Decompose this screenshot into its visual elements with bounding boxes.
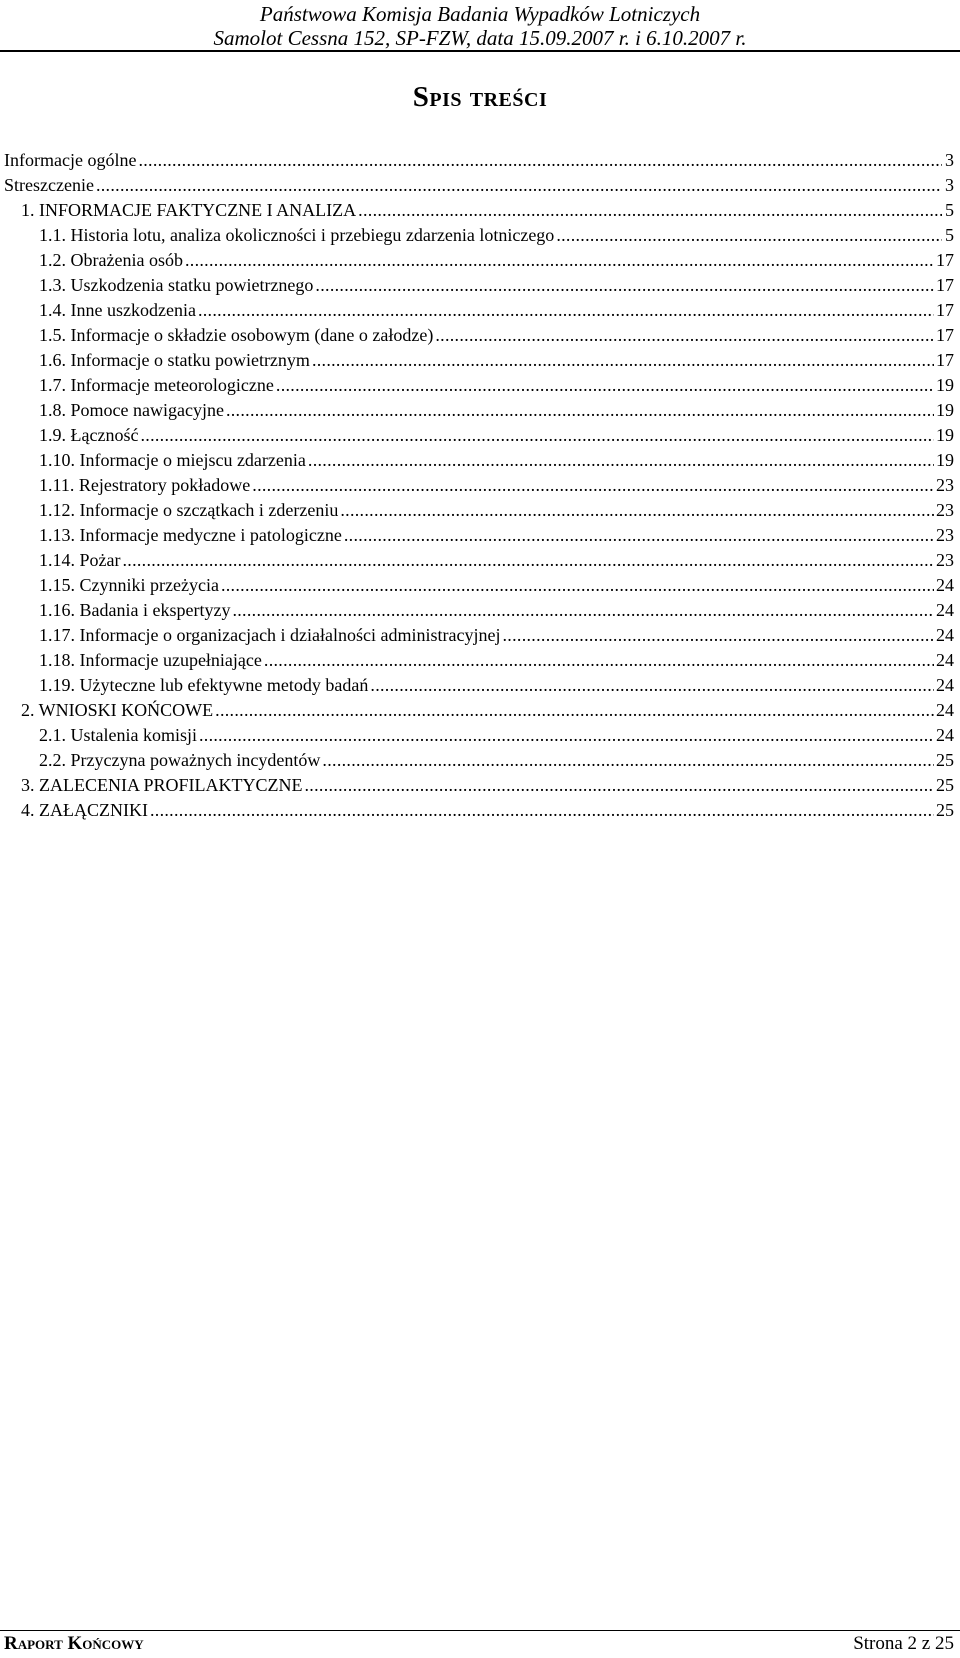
toc-entry[interactable]	[4, 423, 954, 448]
toc-entry[interactable]	[4, 723, 954, 748]
toc-entry-page: 24	[936, 700, 954, 720]
toc-entry-page: 19	[936, 450, 954, 470]
toc-dot-leader	[312, 348, 934, 373]
toc-entry-page: 5	[945, 225, 954, 245]
toc-entry-title: Informacje ogólne	[4, 150, 137, 170]
toc-entry-page: 17	[936, 300, 954, 320]
toc-entry[interactable]	[4, 298, 954, 323]
toc-entry[interactable]	[4, 248, 954, 273]
toc-entry-page: 19	[936, 425, 954, 445]
toc-entry-title: 1.10. Informacje o miejscu zdarzenia	[39, 450, 306, 470]
toc-dot-leader	[138, 148, 942, 173]
toc-entry[interactable]	[4, 448, 954, 473]
toc-entry-page: 24	[936, 600, 954, 620]
page-title: Spis treści	[412, 81, 548, 113]
footer-report-label: Raport Końcowy	[4, 1633, 144, 1654]
toc-dot-leader	[556, 223, 942, 248]
toc-entry-title: 2.1. Ustalenia komisji	[39, 725, 197, 745]
toc-entry-title: 1.6. Informacje o statku powietrznym	[39, 350, 310, 370]
toc-entry-title: 1.9. Łączność	[39, 425, 139, 445]
footer-divider	[0, 1630, 960, 1631]
toc-dot-leader	[276, 373, 934, 398]
toc-entry[interactable]	[4, 173, 954, 198]
toc-entry-title: 2.2. Przyczyna poważnych incydentów	[39, 750, 321, 770]
toc-entry-page: 17	[936, 250, 954, 270]
toc-entry-title: 1.16. Badania i ekspertyzy	[39, 600, 231, 620]
header-line-1: Państwowa Komisja Badania Wypadków Lotniczych	[259, 2, 701, 26]
toc-entry-title: 1.7. Informacje meteorologiczne	[39, 375, 274, 395]
toc-dot-leader	[226, 398, 934, 423]
toc-entry-page: 24	[936, 625, 954, 645]
toc-dot-leader	[232, 598, 934, 623]
toc-entry-page: 24	[936, 725, 954, 745]
toc-entry-page: 19	[936, 375, 954, 395]
toc-entry-page: 23	[936, 475, 954, 495]
toc-entry-title: 1.4. Inne uszkodzenia	[39, 300, 196, 320]
toc-entry-page: 24	[936, 575, 954, 595]
toc-dot-leader	[185, 248, 934, 273]
toc-entry-page: 25	[936, 800, 954, 820]
toc-entry[interactable]	[4, 348, 954, 373]
toc-entry-title: 1.14. Pożar	[39, 550, 121, 570]
toc-entry[interactable]	[4, 698, 954, 723]
toc-entry-page: 17	[936, 325, 954, 345]
toc-entry[interactable]	[4, 148, 954, 173]
toc-dot-leader	[221, 573, 934, 598]
toc-entry-title: 1.2. Obrażenia osób	[39, 250, 183, 270]
toc-entry-page: 23	[936, 500, 954, 520]
toc-entry-title: 1.5. Informacje o składzie osobowym (dane o załodze)	[39, 325, 434, 345]
toc-entry-title: 1.3. Uszkodzenia statku powietrznego	[39, 275, 314, 295]
toc-entry-page: 24	[936, 650, 954, 670]
toc-dot-leader	[96, 173, 942, 198]
toc-entry-title: 1.11. Rejestratory pokładowe	[39, 475, 251, 495]
toc-dot-leader	[340, 498, 934, 523]
toc-entry[interactable]	[4, 223, 954, 248]
toc-entry-page: 25	[936, 750, 954, 770]
toc-dot-leader	[198, 298, 934, 323]
toc-entry-page: 5	[945, 200, 954, 220]
toc-entry[interactable]	[4, 648, 954, 673]
toc-entry[interactable]	[4, 523, 954, 548]
toc-dot-leader	[503, 623, 935, 648]
toc-entry-page: 19	[936, 400, 954, 420]
toc-entry[interactable]	[4, 773, 954, 798]
toc-entry[interactable]	[4, 498, 954, 523]
toc-entry[interactable]	[4, 673, 954, 698]
header-line-2: Samolot Cessna 152, SP-FZW, data 15.09.2007 r. i 6.10.2007 r.	[213, 26, 747, 50]
toc-entry-page: 23	[936, 525, 954, 545]
toc-dot-leader	[140, 423, 934, 448]
toc-entry[interactable]	[4, 323, 954, 348]
toc-dot-leader	[344, 523, 934, 548]
toc-entry-page: 17	[936, 275, 954, 295]
toc-entry[interactable]	[4, 273, 954, 298]
toc-entry-page: 17	[936, 350, 954, 370]
toc-dot-leader	[315, 273, 934, 298]
toc-entry[interactable]	[4, 598, 954, 623]
toc-entry-title: 3. ZALECENIA PROFILAKTYCZNE	[21, 775, 303, 795]
toc-entry-title: 1.18. Informacje uzupełniające	[39, 650, 262, 670]
toc-entry[interactable]	[4, 548, 954, 573]
toc-entry-title: 1.15. Czynniki przeżycia	[39, 575, 219, 595]
toc-entry-title: 1.12. Informacje o szczątkach i zderzeniu	[39, 500, 339, 520]
toc-dot-leader	[215, 698, 934, 723]
header-divider	[0, 50, 960, 52]
toc-dot-leader	[308, 448, 934, 473]
toc-entry[interactable]	[4, 198, 954, 223]
toc-entry-title: Streszczenie	[4, 175, 94, 195]
page-header	[0, 2, 960, 50]
toc-dot-leader	[150, 798, 934, 823]
toc-dot-leader	[122, 548, 934, 573]
toc-entry-page: 25	[936, 775, 954, 795]
toc-entry-page: 24	[936, 675, 954, 695]
toc-entry[interactable]	[4, 473, 954, 498]
toc-entry-title: 1.8. Pomoce nawigacyjne	[39, 400, 224, 420]
toc-dot-leader	[305, 773, 935, 798]
toc-entry-page: 23	[936, 550, 954, 570]
toc-entry-title: 1.13. Informacje medyczne i patologiczne	[39, 525, 342, 545]
footer-page-number: Strona 2 z 25	[853, 1633, 954, 1654]
toc-dot-leader	[370, 673, 934, 698]
toc-dot-leader	[252, 473, 934, 498]
toc-entry[interactable]	[4, 748, 954, 773]
table-of-contents	[4, 148, 954, 823]
toc-entry[interactable]	[4, 623, 954, 648]
toc-entry-title: 4. ZAŁĄCZNIKI	[21, 800, 148, 820]
toc-entry-title: 1.19. Użyteczne lub efektywne metody badań	[39, 675, 369, 695]
toc-dot-leader	[435, 323, 934, 348]
toc-entry[interactable]	[4, 373, 954, 398]
toc-entry-title: 1.1. Historia lotu, analiza okoliczności i przebiegu zdarzenia lotniczego	[39, 225, 555, 245]
toc-entry[interactable]	[4, 573, 954, 598]
toc-entry-title: 1.17. Informacje o organizacjach i działalności administracyjnej	[39, 625, 501, 645]
toc-entry[interactable]	[4, 798, 954, 823]
toc-dot-leader	[322, 748, 934, 773]
toc-dot-leader	[358, 198, 942, 223]
toc-entry-title: 2. WNIOSKI KOŃCOWE	[21, 700, 214, 720]
toc-dot-leader	[199, 723, 934, 748]
toc-entry-page: 3	[945, 175, 954, 195]
toc-entry[interactable]	[4, 398, 954, 423]
toc-entry-title: 1. INFORMACJE FAKTYCZNE I ANALIZA	[21, 200, 357, 220]
toc-entry-page: 3	[945, 150, 954, 170]
toc-dot-leader	[264, 648, 934, 673]
